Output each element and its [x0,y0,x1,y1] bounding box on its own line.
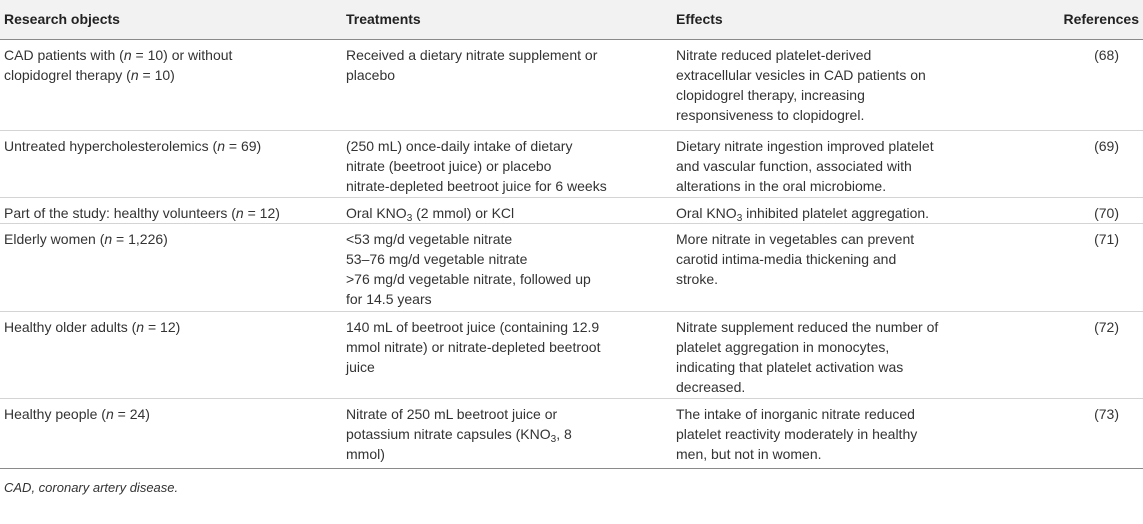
cell-reference: (72) [1026,312,1143,399]
cell-line: mmol) [346,446,385,462]
cell-effects [672,131,1026,198]
cell-line: nitrate-depleted beetroot juice for 6 weeks [346,178,607,194]
table-footnote: CAD, coronary artery disease. [4,480,179,495]
cell-line: Healthy people (n = 24) [4,406,150,422]
cell-line: Nitrate supplement reduced the number of [676,319,939,335]
cell-line: Received a dietary nitrate supplement or [346,47,598,63]
cell-line: Dietary nitrate ingestion improved platelet [676,138,934,154]
table-row [0,312,1143,399]
cell-line: >76 mg/d vegetable nitrate, followed up [346,271,591,287]
table-row [0,131,1143,198]
cell-reference: (70) [1026,198,1143,224]
cell-line: Untreated hypercholesterolemics (n = 69) [4,138,262,154]
cell-line: indicating that platelet activation was [676,359,904,375]
cell-reference: (68) [1026,40,1143,131]
cell-research-objects [0,198,342,224]
table-row [0,224,1143,312]
cell-line: placebo [346,67,396,83]
cell-effects [672,399,1026,469]
cell-line: Nitrate reduced platelet-derived [676,47,872,63]
cell-line: potassium nitrate capsules ($KNO_3$, 8 [346,426,572,445]
cell-research-objects [0,131,342,198]
cell-line: Healthy older adults (n = 12) [4,319,181,335]
cell-line: Nitrate of 250 mL beetroot juice or [346,406,558,422]
cell-line: clopidogrel therapy, increasing [676,87,865,103]
cell-line: CAD patients with (n = 10) or without [4,47,233,63]
cell-line: for 14.5 years [346,291,432,307]
cell-line: mmol nitrate) or nitrate-depleted beetroot [346,339,601,355]
table-row [0,40,1143,131]
cell-research-objects [0,312,342,399]
cell-line: men, but not in women. [676,446,822,462]
cell-research-objects [0,224,342,312]
cell-effects [672,40,1026,131]
header-row [0,0,1143,40]
cell-reference: (73) [1026,399,1143,469]
cell-treatments [342,40,672,131]
header-research-objects: Research objects [0,0,342,40]
header-effects: Effects [672,0,1026,40]
cell-research-objects [0,40,342,131]
cell-line: Oral $KNO_3$ inhibited platelet aggregation. [676,205,930,224]
table-row [0,399,1143,469]
cell-line: stroke. [676,271,719,287]
cell-line: <53 mg/d vegetable nitrate [346,231,513,247]
cell-line: responsiveness to clopidogrel. [676,107,865,123]
cell-research-objects [0,399,342,469]
cell-line: Oral $KNO_3$ (2 mmol) or KCl [346,205,515,224]
cell-line: More nitrate in vegetables can prevent [676,231,915,247]
cell-line: 140 mL of beetroot juice (containing 12.9 [346,319,600,335]
cell-treatments [342,131,672,198]
cell-line: clopidogrel therapy (n = 10) [4,67,175,83]
cell-line: The intake of inorganic nitrate reduced [676,406,915,422]
cell-treatments [342,312,672,399]
cell-line: Elderly women (n = 1,226) [4,231,168,247]
table-header [0,0,1143,40]
cell-line: and vascular function, associated with [676,158,912,174]
table-row [0,198,1143,224]
cell-effects [672,224,1026,312]
cell-effects [672,198,1026,224]
cell-treatments [342,399,672,469]
cell-effects [672,312,1026,399]
cell-line: juice [346,359,375,375]
cell-treatments [342,198,672,224]
cell-line: platelet reactivity moderately in healthy [676,426,918,442]
header-treatments: Treatments [342,0,672,40]
table-body [0,40,1143,469]
cell-line: (250 mL) once-daily intake of dietary [346,138,573,154]
cell-reference: (71) [1026,224,1143,312]
cell-line: carotid intima-media thickening and [676,251,897,267]
header-references: References [1026,0,1143,40]
cell-line: nitrate (beetroot juice) or placebo [346,158,552,174]
cell-line: 53–76 mg/d vegetable nitrate [346,251,528,267]
cell-line: Part of the study: healthy volunteers (n = 12) [4,205,280,221]
cell-line: extracellular vesicles in CAD patients on [676,67,926,83]
cell-reference: (69) [1026,131,1143,198]
cell-line: platelet aggregation in monocytes, [676,339,890,355]
cell-treatments [342,224,672,312]
cell-line: decreased. [676,379,746,395]
cell-line: alterations in the oral microbiome. [676,178,887,194]
